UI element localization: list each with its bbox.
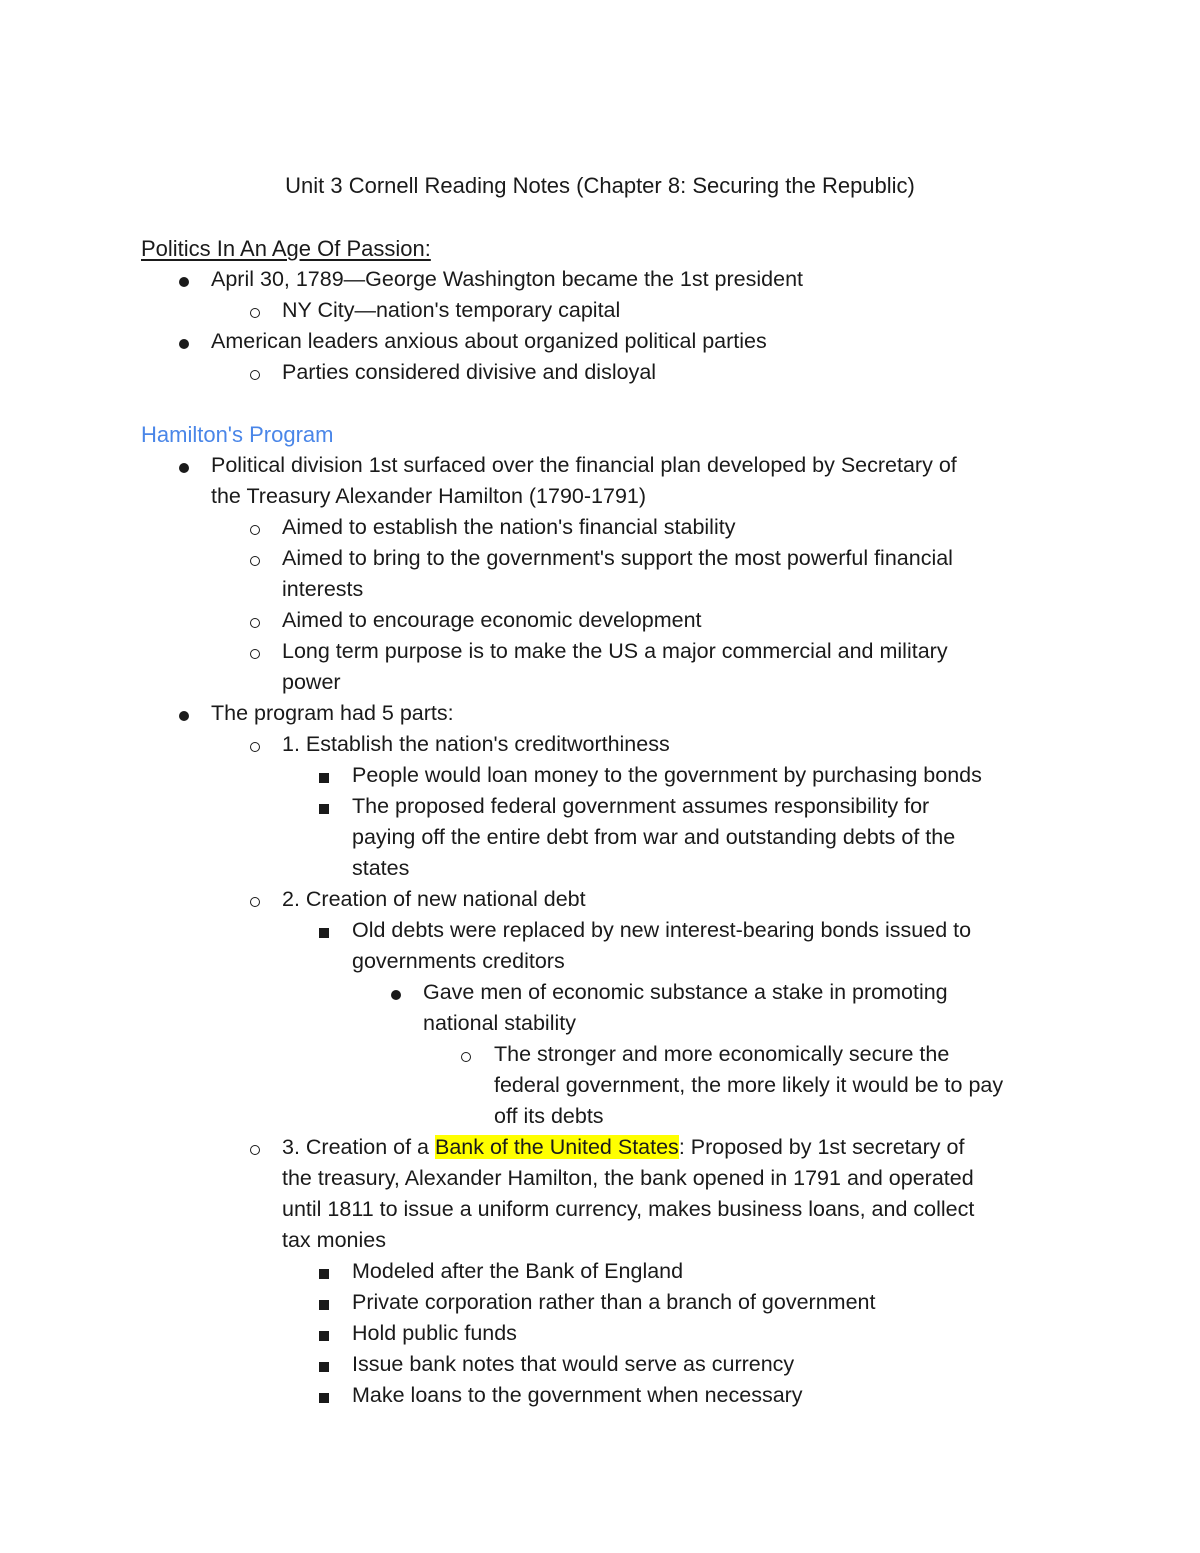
bullet-square-icon [319, 804, 329, 814]
bullet-disc-icon [179, 463, 189, 473]
bullet-square-icon [319, 773, 329, 783]
bullet-circle-icon [250, 618, 260, 628]
list-item: Hold public funds [352, 1321, 517, 1345]
list-item: Old debts were replaced by new interest-bearing bonds issued to [352, 918, 972, 942]
bullet-square-icon [319, 1331, 329, 1341]
list-item-continuation: states [352, 856, 410, 880]
list-item: Parties considered divisive and disloyal [282, 360, 657, 384]
list-item-continuation: governments creditors [352, 949, 565, 973]
list-item: American leaders anxious about organized political parties [211, 329, 767, 353]
list-item: People would loan money to the government by purchasing bonds [352, 763, 982, 787]
list-item-continuation: the Treasury Alexander Hamilton (1790-1791) [211, 484, 647, 508]
list-item: Private corporation rather than a branch of government [352, 1290, 876, 1314]
list-item: Political division 1st surfaced over the financial plan developed by Secretary of [211, 453, 957, 477]
list-item: The stronger and more economically secure the [494, 1042, 950, 1066]
list-item: 2. Creation of new national debt [282, 887, 586, 911]
bullet-square-icon [319, 1269, 329, 1279]
section-heading-politics: Politics In An Age Of Passion: [141, 236, 431, 261]
list-item: The program had 5 parts: [211, 701, 454, 725]
bullet-square-icon [319, 1362, 329, 1372]
bullet-circle-icon [250, 525, 260, 535]
list-item: Aimed to encourage economic development [282, 608, 702, 632]
list-item-continuation: power [282, 670, 341, 694]
bullet-circle-icon [250, 1145, 260, 1155]
section-heading-hamilton: Hamilton's Program [141, 422, 334, 447]
bullet-circle-icon [461, 1052, 471, 1062]
list-item-continuation: until 1811 to issue a uniform currency, makes business loans, and collect [282, 1197, 975, 1221]
list-item-continuation: paying off the entire debt from war and outstanding debts of the [352, 825, 956, 849]
bullet-square-icon [319, 1393, 329, 1403]
list-item-continuation: federal government, the more likely it would be to pay [494, 1073, 1004, 1097]
list-item: NY City—nation's temporary capital [282, 298, 621, 322]
highlighted-term: Bank of the United States [434, 1135, 679, 1159]
bullet-square-icon [319, 1300, 329, 1310]
list-item: The proposed federal government assumes responsibility for [352, 794, 930, 818]
list-item-text: : Proposed by 1st secretary of [678, 1135, 965, 1159]
bullet-circle-icon [250, 556, 260, 566]
list-item-continuation: tax monies [282, 1228, 386, 1252]
bullet-square-icon [319, 928, 329, 938]
list-item: Modeled after the Bank of England [352, 1259, 684, 1283]
bullet-circle-icon [250, 649, 260, 659]
list-item-continuation: interests [282, 577, 364, 601]
bullet-disc-icon [179, 711, 189, 721]
list-item: Issue bank notes that would serve as currency [352, 1352, 795, 1376]
list-item: Aimed to bring to the government's support the most powerful financial [282, 546, 953, 570]
list-item: April 30, 1789—George Washington became the 1st president [211, 267, 803, 291]
list-item-continuation: off its debts [494, 1104, 604, 1128]
bullet-circle-icon [250, 742, 260, 752]
bullet-circle-icon [250, 897, 260, 907]
list-item: Long term purpose is to make the US a major commercial and military [282, 639, 948, 663]
bullet-circle-icon [250, 308, 260, 318]
document-title: Unit 3 Cornell Reading Notes (Chapter 8: Securing the Republic) [285, 173, 915, 198]
bullet-disc-icon [179, 277, 189, 287]
list-item-continuation: the treasury, Alexander Hamilton, the bank opened in 1791 and operated [282, 1166, 974, 1190]
list-item: Aimed to establish the nation's financial stability [282, 515, 736, 539]
list-item: 1. Establish the nation's creditworthiness [282, 732, 670, 756]
bullet-circle-icon [250, 370, 260, 380]
bullet-disc-icon [391, 990, 401, 1000]
list-item [282, 1132, 964, 1163]
list-item: Gave men of economic substance a stake in promoting [423, 980, 948, 1004]
list-item: Make loans to the government when necessary [352, 1383, 803, 1407]
bullet-disc-icon [179, 339, 189, 349]
list-item-continuation: national stability [423, 1011, 576, 1035]
list-item-text: 3. Creation of a [282, 1135, 435, 1159]
